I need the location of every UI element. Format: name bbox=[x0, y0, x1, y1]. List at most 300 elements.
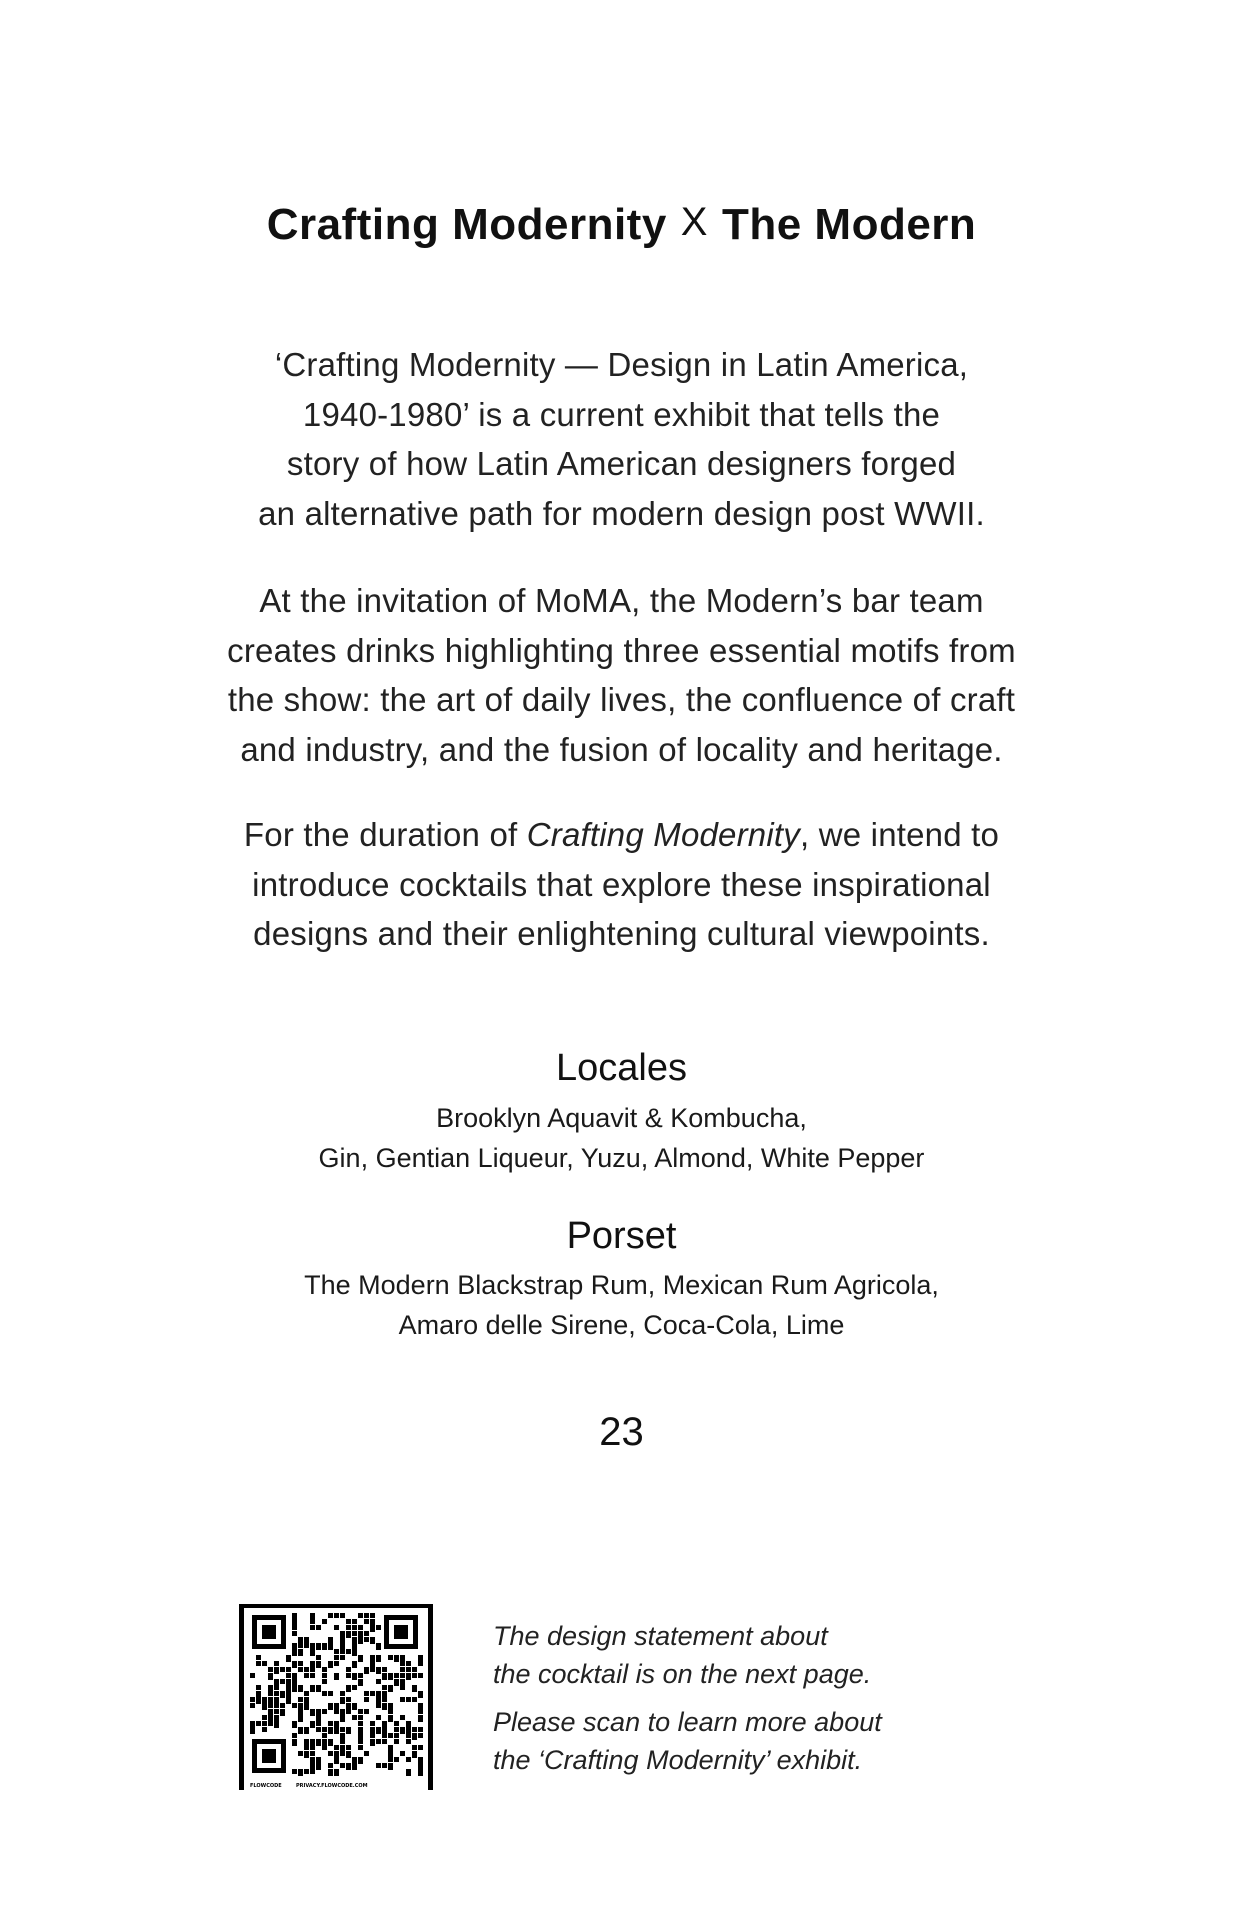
qr-module bbox=[304, 1751, 309, 1758]
qr-module bbox=[316, 1739, 321, 1746]
qr-module bbox=[376, 1667, 381, 1674]
qr-module bbox=[334, 1703, 339, 1710]
qr-module bbox=[316, 1721, 321, 1726]
qr-module bbox=[310, 1769, 315, 1774]
qr-module bbox=[334, 1625, 339, 1630]
qr-module bbox=[298, 1685, 303, 1692]
qr-module bbox=[358, 1709, 363, 1714]
qr-module bbox=[346, 1727, 351, 1734]
qr-module bbox=[388, 1709, 393, 1714]
qr-module bbox=[388, 1745, 393, 1752]
qr-module bbox=[418, 1655, 423, 1662]
qr-module bbox=[280, 1679, 285, 1684]
qr-module bbox=[346, 1703, 351, 1710]
note-line: The design statement about bbox=[493, 1621, 828, 1651]
qr-module bbox=[298, 1649, 303, 1656]
qr-module bbox=[274, 1691, 279, 1696]
qr-module bbox=[274, 1703, 279, 1708]
qr-module bbox=[310, 1613, 315, 1620]
qr-module bbox=[406, 1727, 411, 1734]
qr-module bbox=[382, 1673, 387, 1680]
qr-module bbox=[352, 1715, 357, 1720]
qr-module bbox=[394, 1757, 399, 1762]
qr-module bbox=[352, 1631, 357, 1636]
qr-module bbox=[262, 1661, 267, 1666]
qr-module bbox=[322, 1691, 327, 1696]
qr-module bbox=[364, 1691, 369, 1696]
qr-module bbox=[298, 1667, 303, 1672]
qr-code-graphic[interactable] bbox=[238, 1603, 434, 1793]
qr-module bbox=[292, 1649, 297, 1656]
qr-module bbox=[376, 1727, 381, 1734]
title-left: Crafting Modernity bbox=[266, 200, 667, 249]
qr-module bbox=[346, 1619, 351, 1624]
qr-module bbox=[376, 1715, 381, 1720]
qr-module bbox=[322, 1619, 327, 1624]
qr-module bbox=[334, 1745, 339, 1750]
qr-module bbox=[304, 1667, 309, 1672]
qr-module bbox=[292, 1619, 297, 1626]
qr-module bbox=[388, 1733, 393, 1738]
qr-module bbox=[358, 1631, 363, 1638]
qr-module bbox=[358, 1613, 363, 1618]
qr-module bbox=[322, 1709, 327, 1714]
qr-module bbox=[388, 1715, 393, 1722]
qr-module bbox=[340, 1637, 345, 1644]
qr-module bbox=[412, 1697, 417, 1702]
page-number: 23 bbox=[599, 1410, 644, 1454]
qr-module bbox=[316, 1625, 321, 1630]
qr-module bbox=[304, 1637, 309, 1644]
qr-module bbox=[352, 1625, 357, 1630]
qr-module bbox=[298, 1709, 303, 1716]
qr-module bbox=[268, 1673, 273, 1680]
qr-module bbox=[352, 1685, 357, 1690]
qr-module bbox=[340, 1697, 345, 1704]
qr-module bbox=[322, 1679, 327, 1684]
qr-module bbox=[310, 1709, 315, 1716]
qr-module bbox=[304, 1703, 309, 1710]
qr-module bbox=[292, 1733, 297, 1738]
qr-module bbox=[274, 1667, 279, 1674]
qr-module bbox=[298, 1769, 303, 1776]
qr-finder-top-right bbox=[384, 1615, 418, 1649]
qr-module bbox=[298, 1715, 303, 1722]
qr-module bbox=[310, 1685, 315, 1692]
qr-module bbox=[382, 1685, 387, 1690]
intro-text: , we intend to bbox=[799, 816, 1000, 853]
qr-module bbox=[346, 1709, 351, 1714]
qr-module bbox=[388, 1655, 393, 1660]
qr-module bbox=[340, 1745, 345, 1752]
qr-module bbox=[304, 1673, 309, 1678]
qr-module bbox=[298, 1703, 303, 1710]
qr-module bbox=[310, 1643, 315, 1650]
qr-module bbox=[292, 1679, 297, 1686]
qr-module bbox=[388, 1673, 393, 1680]
qr-module bbox=[256, 1685, 261, 1690]
qr-module bbox=[328, 1769, 333, 1776]
qr-module bbox=[400, 1655, 405, 1662]
qr-module bbox=[370, 1661, 375, 1668]
qr-module bbox=[304, 1691, 309, 1696]
qr-module bbox=[292, 1703, 297, 1708]
qr-module bbox=[358, 1655, 363, 1662]
qr-module bbox=[406, 1673, 411, 1680]
qr-module bbox=[316, 1763, 321, 1770]
qr-module bbox=[418, 1673, 423, 1678]
intro-text: For the duration of bbox=[243, 816, 527, 853]
qr-module bbox=[412, 1673, 417, 1678]
drink-name-porset: Porset bbox=[566, 1215, 677, 1257]
qr-module bbox=[340, 1763, 345, 1768]
ingredient-line: Brooklyn Aquavit & Kombucha, bbox=[436, 1103, 807, 1133]
qr-module bbox=[310, 1721, 315, 1728]
qr-module bbox=[346, 1667, 351, 1672]
qr-module bbox=[310, 1649, 315, 1656]
qr-module bbox=[280, 1691, 285, 1698]
qr-module bbox=[370, 1613, 375, 1618]
qr-module bbox=[376, 1691, 381, 1698]
qr-module bbox=[370, 1655, 375, 1662]
qr-module bbox=[322, 1727, 327, 1732]
qr-module bbox=[376, 1655, 381, 1662]
intro-paragraph-3 bbox=[0, 810, 1243, 959]
qr-module bbox=[316, 1709, 321, 1716]
note-line: the ‘Crafting Modernity’ exhibit. bbox=[493, 1745, 863, 1775]
qr-module bbox=[394, 1739, 399, 1744]
qr-module bbox=[346, 1631, 351, 1638]
qr-module bbox=[382, 1691, 387, 1698]
qr-module bbox=[268, 1685, 273, 1692]
qr-module bbox=[418, 1727, 423, 1732]
qr-module bbox=[328, 1613, 333, 1618]
intro-line: story of how Latin American designers forged bbox=[286, 445, 957, 482]
qr-module bbox=[292, 1661, 297, 1668]
qr-module bbox=[382, 1721, 387, 1728]
qr-module bbox=[400, 1727, 405, 1734]
note-line: the cocktail is on the next page. bbox=[493, 1659, 872, 1689]
exhibit-title-italic: Crafting Modernity bbox=[526, 816, 800, 853]
qr-module bbox=[292, 1685, 297, 1692]
qr-module bbox=[256, 1697, 261, 1704]
qr-module bbox=[406, 1721, 411, 1728]
qr-module bbox=[412, 1745, 417, 1750]
drink-name-locales: Locales bbox=[556, 1047, 687, 1089]
qr-module bbox=[340, 1733, 345, 1740]
qr-module bbox=[358, 1745, 363, 1750]
qr-module bbox=[352, 1703, 357, 1710]
qr-module bbox=[412, 1667, 417, 1672]
qr-module bbox=[322, 1739, 327, 1746]
qr-module bbox=[370, 1619, 375, 1626]
qr-module bbox=[370, 1739, 375, 1746]
qr-module bbox=[304, 1697, 309, 1704]
qr-module bbox=[376, 1679, 381, 1684]
title-right: The Modern bbox=[721, 200, 977, 249]
qr-module bbox=[394, 1727, 399, 1732]
qr-module bbox=[262, 1727, 267, 1732]
qr-module bbox=[286, 1691, 291, 1698]
qr-module bbox=[352, 1673, 357, 1680]
qr-module bbox=[256, 1661, 261, 1666]
qr-module bbox=[286, 1673, 291, 1678]
ingredient-line: Gin, Gentian Liqueur, Yuzu, Almond, White Pepper bbox=[318, 1143, 925, 1173]
drink-ingredients-porset bbox=[0, 1265, 1243, 1345]
qr-module bbox=[310, 1661, 315, 1668]
qr-module bbox=[358, 1637, 363, 1644]
qr-module bbox=[310, 1667, 315, 1672]
footer-note-scan bbox=[493, 1703, 882, 1779]
qr-module bbox=[334, 1709, 339, 1714]
qr-module bbox=[340, 1727, 345, 1732]
qr-module bbox=[274, 1661, 279, 1666]
qr-module bbox=[346, 1751, 351, 1758]
qr-module bbox=[298, 1697, 303, 1702]
qr-module bbox=[418, 1661, 423, 1666]
intro-line bbox=[0, 810, 1243, 860]
qr-module bbox=[274, 1715, 279, 1722]
qr-module bbox=[364, 1709, 369, 1714]
qr-module bbox=[358, 1721, 363, 1726]
qr-module bbox=[328, 1739, 333, 1746]
qr-module bbox=[358, 1757, 363, 1764]
qr-module bbox=[340, 1631, 345, 1638]
qr-module bbox=[316, 1715, 321, 1722]
qr-module bbox=[418, 1703, 423, 1710]
qr-module bbox=[328, 1751, 333, 1756]
qr-module bbox=[328, 1721, 333, 1726]
qr-module bbox=[388, 1685, 393, 1692]
qr-module bbox=[262, 1715, 267, 1720]
qr-module bbox=[268, 1697, 273, 1704]
qr-module bbox=[256, 1721, 261, 1726]
qr-module bbox=[286, 1679, 291, 1686]
qr-module bbox=[298, 1637, 303, 1644]
qr-module bbox=[256, 1691, 261, 1698]
qr-module bbox=[370, 1625, 375, 1632]
qr-module bbox=[304, 1739, 309, 1746]
qr-module bbox=[400, 1715, 405, 1720]
qr-module bbox=[310, 1745, 315, 1750]
qr-module bbox=[418, 1757, 423, 1764]
intro-line: At the invitation of MoMA, the Modern’s bar team bbox=[259, 582, 984, 619]
qr-module bbox=[328, 1661, 333, 1668]
qr-module bbox=[340, 1643, 345, 1650]
qr-module bbox=[250, 1727, 255, 1734]
qr-module bbox=[328, 1763, 333, 1768]
footer-note-next-page bbox=[493, 1617, 871, 1693]
qr-module bbox=[316, 1655, 321, 1660]
ingredient-line: The Modern Blackstrap Rum, Mexican Rum Agricola, bbox=[304, 1270, 939, 1300]
qr-module bbox=[250, 1721, 255, 1728]
qr-module bbox=[412, 1751, 417, 1758]
qr-module bbox=[382, 1739, 387, 1744]
intro-paragraph-2 bbox=[0, 576, 1243, 774]
qr-module bbox=[394, 1655, 399, 1662]
qr-module bbox=[274, 1679, 279, 1686]
qr-module bbox=[298, 1643, 303, 1648]
qr-module bbox=[370, 1667, 375, 1672]
qr-module bbox=[382, 1763, 387, 1768]
qr-module bbox=[310, 1739, 315, 1746]
page-title bbox=[0, 200, 1243, 250]
qr-module bbox=[400, 1679, 405, 1686]
qr-module bbox=[274, 1697, 279, 1704]
ingredient-line: Amaro delle Sirene, Coca-Cola, Lime bbox=[398, 1310, 845, 1340]
qr-module bbox=[364, 1667, 369, 1674]
qr-module bbox=[400, 1751, 405, 1756]
qr-module bbox=[406, 1697, 411, 1702]
qr-module bbox=[346, 1763, 351, 1770]
qr-module bbox=[358, 1625, 363, 1630]
qr-module bbox=[412, 1685, 417, 1692]
qr-module bbox=[340, 1739, 345, 1744]
qr-module bbox=[310, 1763, 315, 1770]
qr-module bbox=[328, 1727, 333, 1734]
qr-module bbox=[280, 1709, 285, 1716]
qr-module bbox=[358, 1733, 363, 1740]
qr-module bbox=[274, 1721, 279, 1728]
qr-module bbox=[250, 1703, 255, 1708]
qr-module bbox=[340, 1715, 345, 1722]
qr-module bbox=[364, 1697, 369, 1702]
qr-module bbox=[316, 1685, 321, 1692]
qr-module bbox=[292, 1739, 297, 1746]
intro-line: creates drinks highlighting three essential motifs from bbox=[227, 631, 1016, 669]
qr-module bbox=[340, 1691, 345, 1696]
qr-module bbox=[364, 1631, 369, 1636]
qr-module bbox=[316, 1727, 321, 1732]
qr-module bbox=[358, 1739, 363, 1744]
qr-module bbox=[412, 1733, 417, 1740]
qr-module bbox=[376, 1763, 381, 1768]
qr-module bbox=[382, 1733, 387, 1738]
qr-module bbox=[406, 1739, 411, 1744]
intro-line: 1940-1980’ is a current exhibit that tells the bbox=[302, 395, 941, 433]
qr-module bbox=[316, 1757, 321, 1764]
qr-module bbox=[376, 1643, 381, 1650]
qr-module bbox=[352, 1619, 357, 1624]
qr-module bbox=[406, 1757, 411, 1762]
qr-module bbox=[364, 1619, 369, 1624]
qr-module bbox=[316, 1661, 321, 1668]
qr-module bbox=[334, 1769, 339, 1776]
qr-module bbox=[328, 1643, 333, 1650]
qr-module bbox=[334, 1721, 339, 1728]
qr-module bbox=[388, 1763, 393, 1770]
qr-module bbox=[418, 1709, 423, 1714]
qr-module bbox=[352, 1763, 357, 1770]
qr-module bbox=[274, 1685, 279, 1690]
qr-module bbox=[352, 1649, 357, 1656]
qr-module bbox=[310, 1619, 315, 1624]
qr-module bbox=[394, 1721, 399, 1726]
qr-module bbox=[334, 1727, 339, 1734]
qr-module bbox=[346, 1685, 351, 1692]
qr-module bbox=[346, 1649, 351, 1654]
drink-ingredients-locales bbox=[0, 1098, 1243, 1178]
qr-module bbox=[334, 1673, 339, 1680]
qr-module bbox=[262, 1721, 267, 1726]
qr-module bbox=[268, 1721, 273, 1726]
qr-module bbox=[310, 1751, 315, 1756]
qr-module bbox=[304, 1727, 309, 1734]
qr-module bbox=[370, 1691, 375, 1696]
qr-module bbox=[298, 1727, 303, 1734]
qr-module bbox=[268, 1703, 273, 1708]
qr-module bbox=[250, 1697, 255, 1702]
qr-module bbox=[358, 1715, 363, 1720]
qr-module bbox=[352, 1637, 357, 1644]
qr-module bbox=[418, 1691, 423, 1698]
qr-code-icon[interactable] bbox=[238, 1603, 434, 1793]
qr-module bbox=[376, 1703, 381, 1708]
qr-module bbox=[358, 1727, 363, 1734]
intro-line: introduce cocktails that explore these inspirational bbox=[252, 865, 991, 903]
qr-module bbox=[388, 1751, 393, 1758]
intro-line: ‘Crafting Modernity — Design in Latin America, bbox=[274, 346, 969, 383]
qr-module bbox=[340, 1649, 345, 1654]
qr-module bbox=[250, 1673, 255, 1678]
qr-module bbox=[286, 1655, 291, 1662]
qr-module bbox=[382, 1697, 387, 1702]
qr-module bbox=[274, 1709, 279, 1714]
qr-module bbox=[382, 1703, 387, 1710]
qr-module bbox=[322, 1745, 327, 1750]
qr-module bbox=[304, 1745, 309, 1750]
qr-module bbox=[352, 1643, 357, 1650]
qr-module bbox=[268, 1691, 273, 1696]
qr-module bbox=[388, 1757, 393, 1762]
qr-module bbox=[394, 1679, 399, 1686]
note-line: Please scan to learn more about bbox=[493, 1707, 882, 1737]
qr-module bbox=[280, 1703, 285, 1708]
qr-module bbox=[328, 1703, 333, 1710]
qr-module bbox=[400, 1685, 405, 1690]
qr-module bbox=[310, 1625, 315, 1630]
qr-module bbox=[400, 1667, 405, 1672]
qr-module bbox=[292, 1721, 297, 1728]
qr-module bbox=[394, 1673, 399, 1678]
qr-module bbox=[412, 1727, 417, 1732]
qr-module bbox=[328, 1637, 333, 1644]
qr-module bbox=[376, 1739, 381, 1744]
qr-module bbox=[406, 1661, 411, 1666]
qr-module bbox=[418, 1715, 423, 1722]
qr-module bbox=[376, 1625, 381, 1630]
qr-module bbox=[364, 1751, 369, 1756]
qr-module bbox=[364, 1613, 369, 1618]
qr-module bbox=[382, 1667, 387, 1672]
qr-module bbox=[310, 1757, 315, 1764]
qr-module bbox=[262, 1697, 267, 1704]
qr-module bbox=[322, 1733, 327, 1738]
qr-module bbox=[370, 1733, 375, 1738]
qr-module bbox=[292, 1673, 297, 1680]
qr-module bbox=[382, 1727, 387, 1734]
title-x: X bbox=[680, 200, 708, 244]
qr-module bbox=[358, 1673, 363, 1678]
qr-module bbox=[316, 1643, 321, 1650]
qr-module bbox=[352, 1757, 357, 1764]
qr-module bbox=[352, 1661, 357, 1668]
qr-module bbox=[328, 1691, 333, 1696]
qr-module bbox=[304, 1769, 309, 1774]
qr-module bbox=[340, 1709, 345, 1716]
qr-module bbox=[394, 1733, 399, 1738]
qr-module bbox=[334, 1655, 339, 1660]
